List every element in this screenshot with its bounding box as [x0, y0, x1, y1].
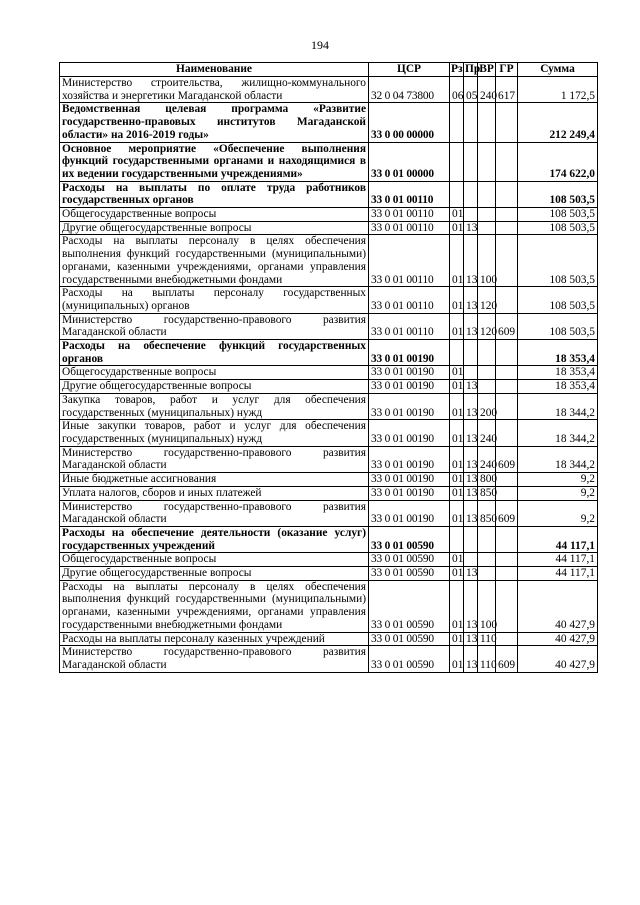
- row-sum: 18 353,4: [518, 380, 598, 394]
- row-name: Иные закупки товаров, работ и услуг для обеспечения государственных (муниципальных) нужд: [60, 420, 369, 446]
- row-pr: 13: [464, 287, 478, 313]
- table-row: [60, 553, 598, 567]
- table-row: [60, 287, 598, 313]
- table-row: [60, 77, 598, 103]
- row-csr: 33 0 01 00000: [369, 142, 450, 181]
- row-vr: 110: [478, 632, 496, 646]
- header-name: Наименование: [60, 63, 369, 77]
- row-csr: 33 0 01 00110: [369, 221, 450, 235]
- row-csr: 33 0 01 00590: [369, 526, 450, 552]
- row-sum: 9,2: [518, 500, 598, 526]
- row-gr: [496, 340, 518, 366]
- row-vr: 240: [478, 420, 496, 446]
- row-name: Расходы на выплаты персоналу казенных учреждений: [60, 632, 369, 646]
- row-pr: [464, 526, 478, 552]
- row-vr: [478, 208, 496, 222]
- row-rz: 01: [450, 380, 464, 394]
- row-name: Министерство государственно-правового развития Магаданской области: [60, 646, 369, 672]
- row-csr: 33 0 01 00110: [369, 235, 450, 287]
- table-row: [60, 486, 598, 500]
- row-sum: 44 117,1: [518, 526, 598, 552]
- row-gr: [496, 486, 518, 500]
- row-gr: [496, 208, 518, 222]
- row-csr: 33 0 01 00590: [369, 646, 450, 672]
- row-pr: 13: [464, 473, 478, 487]
- row-vr: [478, 181, 496, 207]
- row-gr: [496, 632, 518, 646]
- row-gr: [496, 553, 518, 567]
- row-sum: 108 503,5: [518, 221, 598, 235]
- header-rz: Рз: [451, 63, 463, 76]
- row-sum: 108 503,5: [518, 235, 598, 287]
- row-pr: [464, 142, 478, 181]
- row-rz: [450, 142, 464, 181]
- row-gr: [496, 526, 518, 552]
- row-gr: [496, 235, 518, 287]
- row-rz: [450, 103, 464, 142]
- row-name: Общегосударственные вопросы: [60, 208, 369, 222]
- row-gr: 609: [496, 446, 518, 472]
- row-csr: 33 0 01 00190: [369, 473, 450, 487]
- row-sum: 18 344,2: [518, 420, 598, 446]
- table-row: [60, 142, 598, 181]
- row-pr: [464, 208, 478, 222]
- row-pr: [464, 181, 478, 207]
- row-vr: 240: [478, 446, 496, 472]
- row-gr: 609: [496, 500, 518, 526]
- row-rz: [450, 181, 464, 207]
- table-row: [60, 181, 598, 207]
- row-vr: 110: [478, 646, 496, 672]
- row-name: Министерство государственно-правового развития Магаданской области: [60, 446, 369, 472]
- row-rz: 01: [450, 446, 464, 472]
- row-sum: 44 117,1: [518, 567, 598, 581]
- row-name: Закупка товаров, работ и услуг для обеспечения государственных (муниципальных) нужд: [60, 393, 369, 419]
- row-sum: 108 503,5: [518, 208, 598, 222]
- table-row: [60, 313, 598, 339]
- row-vr: [478, 221, 496, 235]
- row-rz: 01: [450, 646, 464, 672]
- row-pr: [464, 340, 478, 366]
- row-rz: 01: [450, 208, 464, 222]
- table-body: [60, 77, 598, 673]
- row-sum: 18 353,4: [518, 340, 598, 366]
- row-rz: 01: [450, 553, 464, 567]
- row-name: Общегосударственные вопросы: [60, 366, 369, 380]
- row-rz: 01: [450, 235, 464, 287]
- row-pr: 13: [464, 235, 478, 287]
- row-sum: 18 353,4: [518, 366, 598, 380]
- row-vr: 200: [478, 393, 496, 419]
- row-gr: [496, 142, 518, 181]
- row-rz: 06: [450, 77, 464, 103]
- row-pr: [464, 103, 478, 142]
- row-rz: [450, 340, 464, 366]
- row-sum: 40 427,9: [518, 646, 598, 672]
- row-gr: [496, 473, 518, 487]
- row-csr: 33 0 01 00110: [369, 313, 450, 339]
- row-pr: [464, 553, 478, 567]
- row-rz: 01: [450, 313, 464, 339]
- row-vr: [478, 340, 496, 366]
- row-rz: 01: [450, 366, 464, 380]
- row-sum: 9,2: [518, 473, 598, 487]
- row-pr: 13: [464, 567, 478, 581]
- row-pr: 13: [464, 393, 478, 419]
- row-name: Министерство строительства, жилищно-коммунального хозяйства и энергетики Магаданской области: [60, 77, 369, 103]
- row-rz: 01: [450, 420, 464, 446]
- row-name: Расходы на обеспечение функций государственных органов: [60, 340, 369, 366]
- row-gr: [496, 181, 518, 207]
- row-vr: 850: [478, 486, 496, 500]
- table-row: [60, 393, 598, 419]
- row-csr: 33 0 01 00190: [369, 366, 450, 380]
- row-gr: [496, 420, 518, 446]
- row-sum: 40 427,9: [518, 580, 598, 632]
- budget-table: [59, 62, 598, 673]
- row-rz: 01: [450, 632, 464, 646]
- row-rz: 01: [450, 393, 464, 419]
- table-row: [60, 380, 598, 394]
- row-csr: 33 0 01 00190: [369, 380, 450, 394]
- row-pr: [464, 366, 478, 380]
- row-name: Министерство государственно-правового развития Магаданской области: [60, 313, 369, 339]
- row-pr: 13: [464, 420, 478, 446]
- row-vr: [478, 366, 496, 380]
- row-pr: 13: [464, 221, 478, 235]
- row-csr: 33 0 01 00190: [369, 446, 450, 472]
- row-vr: 100: [478, 580, 496, 632]
- row-csr: 33 0 01 00590: [369, 632, 450, 646]
- header-pr: Пр: [465, 63, 481, 76]
- row-name: Министерство государственно-правового развития Магаданской области: [60, 500, 369, 526]
- table-row: [60, 632, 598, 646]
- row-vr: [478, 103, 496, 142]
- row-csr: 32 0 04 73800: [369, 77, 450, 103]
- row-name: Расходы на обеспечение деятельности (оказание услуг) государственных учреждений: [60, 526, 369, 552]
- row-sum: 40 427,9: [518, 632, 598, 646]
- row-rz: 01: [450, 486, 464, 500]
- row-csr: 33 0 01 00190: [369, 420, 450, 446]
- table-row: [60, 221, 598, 235]
- row-gr: [496, 103, 518, 142]
- row-sum: 174 622,0: [518, 142, 598, 181]
- row-name: Расходы на выплаты персоналу в целях обеспечения выполнения функций государственными (муниципальными) органами, казенными учреждениями, органами управления государственными внебюджетными фондами: [60, 580, 369, 632]
- row-sum: 1 172,5: [518, 77, 598, 103]
- row-sum: 18 344,2: [518, 393, 598, 419]
- row-pr: 05: [464, 77, 478, 103]
- row-name: Основное мероприятие «Обеспечение выполнения функций государственными органами и находящимися в их ведении государственными учреждениями»: [60, 142, 369, 181]
- row-csr: 33 0 01 00590: [369, 553, 450, 567]
- row-vr: [478, 567, 496, 581]
- row-name: Общегосударственные вопросы: [60, 553, 369, 567]
- table-row: [60, 500, 598, 526]
- row-vr: 850: [478, 500, 496, 526]
- row-gr: [496, 287, 518, 313]
- header-sum: Сумма: [518, 63, 598, 77]
- row-vr: 100: [478, 235, 496, 287]
- header-csr: ЦСР: [369, 63, 450, 77]
- row-sum: 108 503,5: [518, 287, 598, 313]
- row-gr: [496, 380, 518, 394]
- row-csr: 33 0 01 00110: [369, 208, 450, 222]
- row-csr: 33 0 01 00590: [369, 580, 450, 632]
- row-pr: 13: [464, 646, 478, 672]
- row-rz: 01: [450, 580, 464, 632]
- row-pr: 13: [464, 380, 478, 394]
- row-csr: 33 0 01 00110: [369, 287, 450, 313]
- row-rz: 01: [450, 567, 464, 581]
- row-csr: 33 0 01 00190: [369, 486, 450, 500]
- row-name: Другие общегосударственные вопросы: [60, 221, 369, 235]
- row-sum: 108 503,5: [518, 313, 598, 339]
- row-gr: 617: [496, 77, 518, 103]
- row-gr: 609: [496, 313, 518, 339]
- row-csr: 33 0 00 00000: [369, 103, 450, 142]
- table-row: [60, 366, 598, 380]
- row-gr: [496, 221, 518, 235]
- table-row: [60, 580, 598, 632]
- row-rz: 01: [450, 287, 464, 313]
- row-csr: 33 0 01 00590: [369, 567, 450, 581]
- table-row: [60, 420, 598, 446]
- row-name: Расходы на выплаты по оплате труда работников государственных органов: [60, 181, 369, 207]
- row-name: Расходы на выплаты персоналу в целях обеспечения выполнения функций государственными (муниципальными) органами, казенными учреждениями, органами управления государственными внебюджетными фондами: [60, 235, 369, 287]
- row-csr: 33 0 01 00190: [369, 500, 450, 526]
- row-rz: 01: [450, 221, 464, 235]
- table-row: [60, 526, 598, 552]
- row-vr: 240: [478, 77, 496, 103]
- row-vr: 120: [478, 313, 496, 339]
- row-pr: 13: [464, 486, 478, 500]
- row-name: Другие общегосударственные вопросы: [60, 380, 369, 394]
- row-sum: 18 344,2: [518, 446, 598, 472]
- table-row: [60, 446, 598, 472]
- table-header: [60, 63, 598, 77]
- table-row: [60, 235, 598, 287]
- row-csr: 33 0 01 00110: [369, 181, 450, 207]
- row-pr: 13: [464, 313, 478, 339]
- row-vr: [478, 526, 496, 552]
- row-sum: 212 249,4: [518, 103, 598, 142]
- row-vr: [478, 380, 496, 394]
- row-vr: [478, 553, 496, 567]
- row-gr: 609: [496, 646, 518, 672]
- row-rz: [450, 526, 464, 552]
- row-pr: 13: [464, 446, 478, 472]
- row-name: Иные бюджетные ассигнования: [60, 473, 369, 487]
- header-gr: ГР: [496, 63, 518, 77]
- row-sum: 108 503,5: [518, 181, 598, 207]
- row-pr: 13: [464, 580, 478, 632]
- row-vr: [478, 142, 496, 181]
- row-csr: 33 0 01 00190: [369, 393, 450, 419]
- page-number: 194: [311, 38, 329, 52]
- row-name: Другие общегосударственные вопросы: [60, 567, 369, 581]
- row-sum: 44 117,1: [518, 553, 598, 567]
- row-gr: [496, 393, 518, 419]
- table-row: [60, 208, 598, 222]
- row-rz: 01: [450, 473, 464, 487]
- row-name: Уплата налогов, сборов и иных платежей: [60, 486, 369, 500]
- table-row: [60, 473, 598, 487]
- header-vr: ВР: [479, 63, 494, 76]
- row-sum: 9,2: [518, 486, 598, 500]
- row-name: Ведомственная целевая программа «Развитие государственно-правовых институтов Магаданской области» на 2016-2019 годы»: [60, 103, 369, 142]
- table-row: [60, 103, 598, 142]
- table-row: [60, 567, 598, 581]
- row-vr: 120: [478, 287, 496, 313]
- row-vr: 800: [478, 473, 496, 487]
- table-row: [60, 646, 598, 672]
- row-name: Расходы на выплаты персоналу государственных (муниципальных) органов: [60, 287, 369, 313]
- row-gr: [496, 567, 518, 581]
- row-pr: 13: [464, 500, 478, 526]
- row-gr: [496, 366, 518, 380]
- table-row: [60, 340, 598, 366]
- row-rz: 01: [450, 500, 464, 526]
- row-gr: [496, 580, 518, 632]
- row-pr: 13: [464, 632, 478, 646]
- row-csr: 33 0 01 00190: [369, 340, 450, 366]
